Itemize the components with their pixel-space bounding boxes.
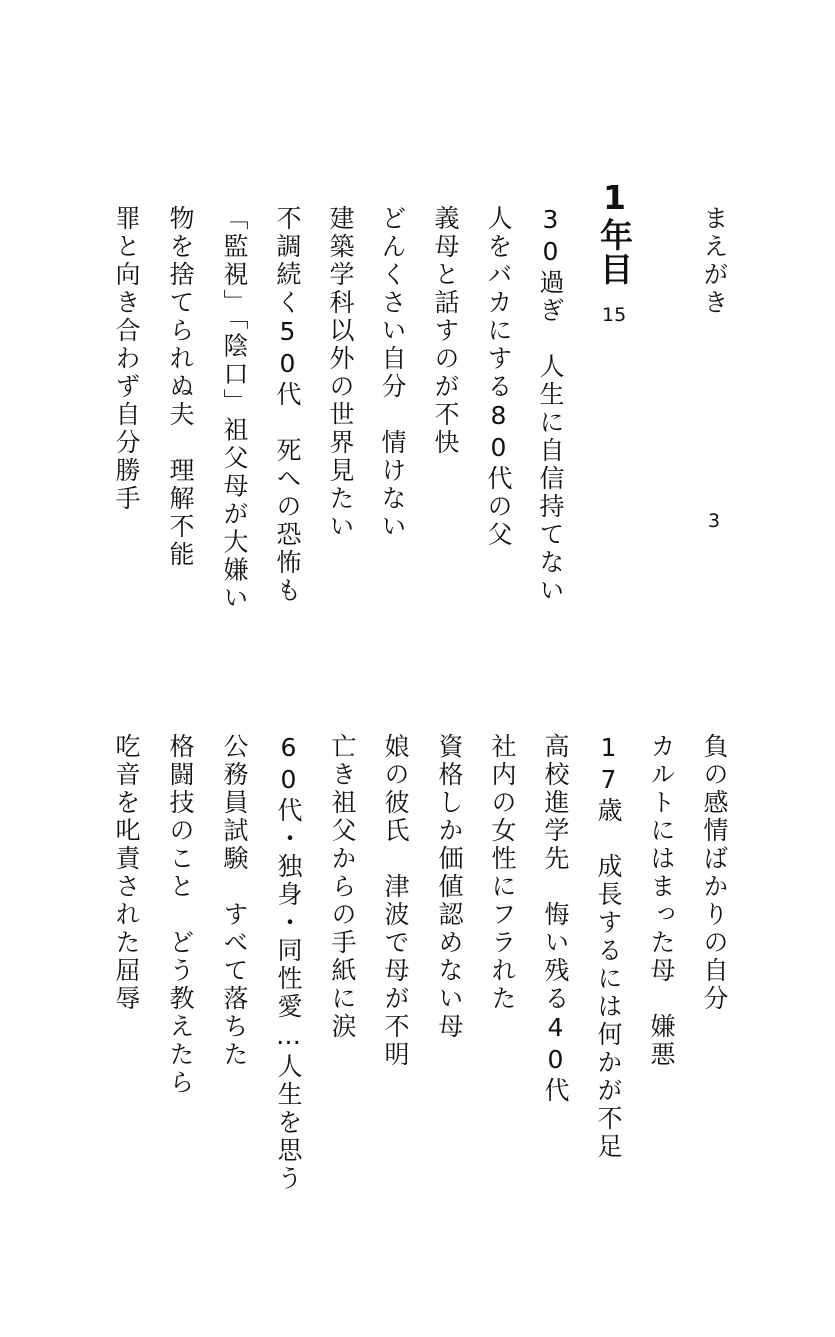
toc-entry: 娘の彼氏 津波で母が不明: [381, 733, 410, 1069]
preface-page-number: 3: [708, 510, 721, 532]
chapter-page-number: 15: [602, 304, 627, 326]
toc-entry: 資格しか価値認めない母: [435, 733, 464, 1041]
toc-entry: 「監視」「陰口」祖父母が大嫌い: [220, 205, 249, 613]
toc-entry: 30過ぎ 人生に自信持てない: [536, 205, 565, 605]
toc-entry: 負の感情ばかりの自分: [700, 733, 729, 1013]
preface-title: まえがき: [700, 205, 729, 317]
chapter-title: 1年目: [595, 178, 634, 286]
toc-entry: 60代・独身・同性愛…人生を思う: [274, 733, 303, 1193]
toc-entry: 罪と向き合わず自分勝手: [112, 205, 141, 513]
toc-entry: 17歳 成長するには何かが不足: [594, 733, 623, 1161]
toc-entry: 不調続く50代 死への恐怖も: [273, 205, 302, 605]
toc-entry: 義母と話すのが不快: [431, 205, 460, 457]
toc-entry: 格闘技のこと どう教えたら: [166, 733, 195, 1097]
toc-entry: 社内の女性にフラれた: [488, 733, 517, 1013]
toc-entry: 亡き祖父からの手紙に涙: [328, 733, 357, 1041]
toc-entry: どんくさい自分 情けない: [378, 205, 407, 541]
toc-entry: 高校進学先 悔い残る40代: [541, 733, 570, 1105]
toc-entry: 公務員試験 すべて落ちた: [220, 733, 249, 1069]
toc-entry: 建築学科以外の世界見たい: [326, 205, 355, 541]
toc-entry: 物を捨てられぬ夫 理解不能: [166, 205, 195, 569]
toc-entry: 人をバカにする80代の父: [484, 205, 513, 549]
toc-entry: 吃音を叱責された屈辱: [112, 733, 141, 1013]
toc-entry: カルトにはまった母 嫌悪: [647, 733, 676, 1069]
